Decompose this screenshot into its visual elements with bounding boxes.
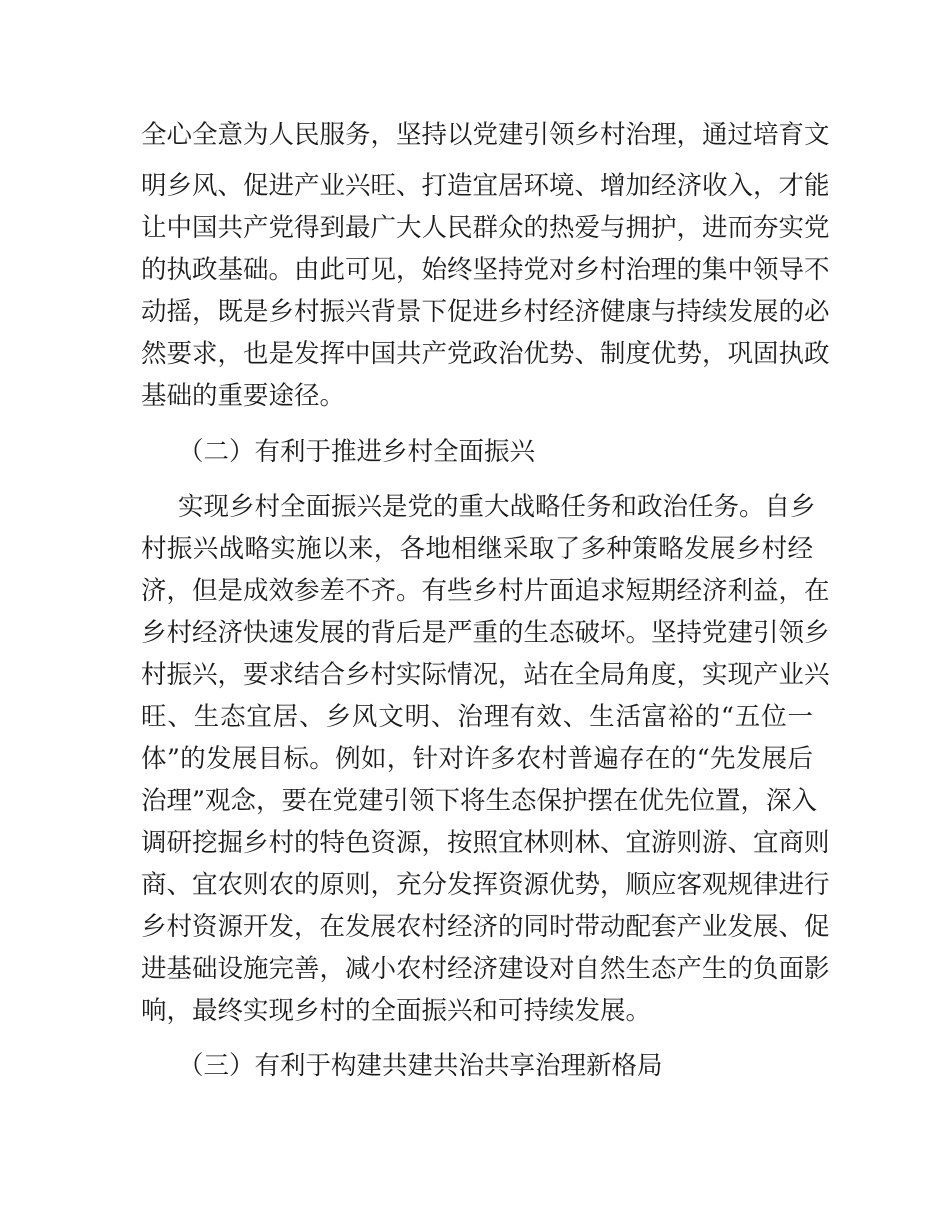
paragraph-1-line-7: 基础的重要途径。	[141, 381, 346, 411]
section-heading-2: （二）有利于推进乡村全面振兴	[178, 437, 536, 467]
paragraph-2-line-8: 治理”观念，要在党建引领下将生态保护摆在优先位置，深入	[141, 786, 818, 816]
paragraph-2-line-6: 旺、生态宜居、乡风文明、治理有效、生活富裕的“五位一	[141, 702, 813, 732]
paragraph-2-line-10: 商、宜农则农的原则，充分发挥资源优势，顺应客观规律进行	[141, 870, 830, 900]
section-heading-3: （三）有利于构建共建共治共享治理新格局	[178, 1051, 663, 1081]
paragraph-2-line-2: 村振兴战略实施以来，各地相继采取了多种策略发展乡村经	[141, 534, 813, 564]
paragraph-1-line-1: 全心全意为人民服务，坚持以党建引领乡村治理，通过培育文	[141, 120, 830, 150]
paragraph-1-line-4: 的执政基础。由此可见，始终坚持党对乡村治理的集中领导不	[141, 255, 830, 285]
paragraph-2-line-12: 进基础设施完善，减小农村经济建设对自然生态产生的负面影	[141, 954, 830, 984]
paragraph-2-line-3: 济，但是成效参差不齐。有些乡村片面追求短期经济利益，在	[141, 576, 830, 606]
paragraph-2-line-13: 响，最终实现乡村的全面振兴和可持续发展。	[141, 996, 652, 1026]
paragraph-1-line-5: 动摇，既是乡村振兴背景下促进乡村经济健康与持续发展的必	[141, 297, 830, 327]
paragraph-2-line-5: 村振兴，要求结合乡村实际情况，站在全局角度，实现产业兴	[141, 660, 830, 690]
paragraph-1-line-6: 然要求，也是发挥中国共产党政治优势、制度优势，巩固执政	[141, 339, 830, 369]
paragraph-1-line-3: 让中国共产党得到最广大人民群众的热爱与拥护，进而夯实党	[141, 213, 830, 243]
paragraph-2-line-7: 体”的发展目标。例如，针对许多农村普遍存在的“先发展后	[141, 744, 813, 774]
paragraph-1-line-2: 明乡风、促进产业兴旺、打造宜居环境、增加经济收入，才能	[141, 171, 830, 201]
paragraph-2-line-11: 乡村资源开发，在发展农村经济的同时带动配套产业发展、促	[141, 912, 830, 942]
paragraph-2-line-1: 实现乡村全面振兴是党的重大战略任务和政治任务。自乡	[178, 492, 816, 522]
paragraph-2-line-4: 乡村经济快速发展的背后是严重的生态破坏。坚持党建引领乡	[141, 618, 830, 648]
paragraph-2-line-9: 调研挖掘乡村的特色资源，按照宜林则林、宜游则游、宜商则	[141, 828, 830, 858]
